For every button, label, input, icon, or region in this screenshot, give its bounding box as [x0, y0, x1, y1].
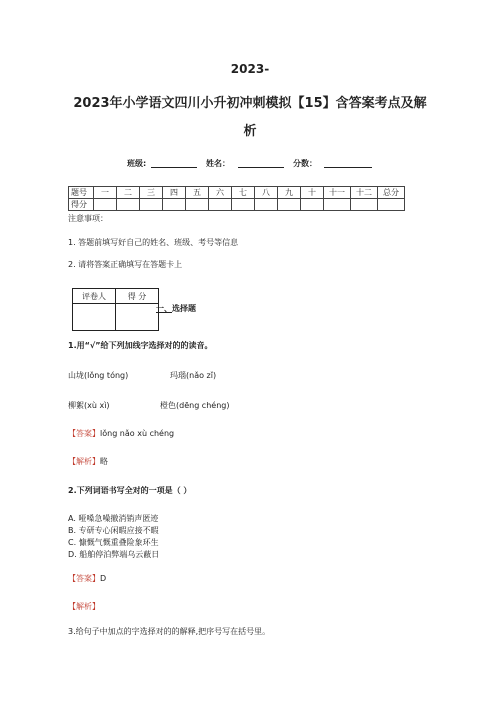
section-title: 一、选择题 — [156, 304, 196, 313]
score-table-score-row — [69, 199, 405, 211]
score-cell: 一 — [94, 187, 117, 199]
score-row-label: 得分 — [69, 199, 94, 211]
q1-item: 橙色(dēng chéng) — [160, 401, 230, 410]
grader-score-label: 得 分 — [116, 289, 159, 304]
score-entry[interactable] — [186, 199, 209, 211]
score-table-header-row — [69, 187, 405, 199]
score-entry[interactable] — [278, 199, 301, 211]
class-field[interactable] — [151, 158, 197, 168]
q1-analysis: 略 — [100, 457, 108, 466]
score-cell: 四 — [163, 187, 186, 199]
q2-option: D. 船舶停泊弊端乌云蔽日 — [68, 550, 160, 559]
exam-year: 2023- — [230, 62, 270, 76]
score-cell: 题号 — [69, 187, 94, 199]
reviewer-entry[interactable] — [73, 304, 116, 331]
q1-answer-row — [68, 428, 174, 439]
score-entry[interactable] — [232, 199, 255, 211]
notes-title: 注意事项： — [68, 214, 108, 223]
q1-answer: lǒng nǎo xù chéng — [100, 429, 175, 438]
analysis-label: 【解析】 — [68, 457, 100, 466]
q2-option: C. 慷慨气慨重叠险象环生 — [68, 538, 159, 547]
score-cell: 十二 — [351, 187, 378, 199]
score-cell: 六 — [209, 187, 232, 199]
answer-label: 【答案】 — [68, 429, 100, 438]
reviewer-label: 评卷人 — [73, 289, 116, 304]
question-2-stem: 2.下列词语书写全对的一项是（ ） — [68, 486, 192, 495]
score-cell: 十一 — [324, 187, 351, 199]
q1-analysis-row — [68, 456, 108, 467]
q1-item: 柳絮(xù xì) — [68, 401, 110, 410]
q1-item: 玛瑙(nǎo zǐ) — [170, 371, 217, 380]
score-entry[interactable] — [117, 199, 140, 211]
score-entry[interactable] — [351, 199, 378, 211]
score-entry[interactable] — [255, 199, 278, 211]
score-cell: 七 — [232, 187, 255, 199]
score-entry[interactable] — [209, 199, 232, 211]
exam-title-continued: 析 — [243, 124, 257, 139]
exam-title: 2023年小学语文四川小升初冲刺模拟【15】含答案考点及解 — [73, 96, 427, 111]
analysis-label: 【解析】 — [68, 602, 100, 611]
score-cell: 五 — [186, 187, 209, 199]
q2-option: B. 专研专心闲暇应接不暇 — [68, 526, 159, 535]
score-entry[interactable] — [301, 199, 324, 211]
score-entry[interactable] — [163, 199, 186, 211]
answer-label: 【答案】 — [68, 574, 100, 583]
score-cell: 总分 — [378, 187, 405, 199]
score-entry[interactable] — [378, 199, 405, 211]
name-label: 姓名： — [206, 159, 230, 168]
score-table — [68, 186, 405, 211]
score-cell: 三 — [140, 187, 163, 199]
score-cell: 十 — [301, 187, 324, 199]
q1-item: 山垅(lǒng tóng) — [68, 371, 129, 380]
score-cell: 八 — [255, 187, 278, 199]
question-3-stem: 3.给句子中加点的字选择对的的解释,把序号写在括号里。 — [68, 627, 271, 636]
score-field[interactable] — [324, 158, 372, 168]
q2-answer-row — [68, 573, 106, 584]
score-cell: 二 — [117, 187, 140, 199]
q2-option: A. 哑嗓急噪撤消销声匿迹 — [68, 514, 159, 523]
class-label: 班级: — [127, 159, 147, 168]
grader-score-entry[interactable] — [116, 304, 159, 331]
score-cell: 九 — [278, 187, 301, 199]
score-label: 分数： — [293, 159, 317, 168]
name-field[interactable] — [238, 158, 284, 168]
note-item: 2. 请将答案正确填写在答题卡上 — [68, 260, 183, 269]
score-entry[interactable] — [140, 199, 163, 211]
grader-box — [72, 288, 159, 331]
score-entry[interactable] — [324, 199, 351, 211]
q2-analysis-row — [68, 601, 100, 612]
note-item: 1. 答题前填写好自己的姓名、班级、考号等信息 — [68, 238, 239, 247]
question-1-stem: 1.用“√”给下列加线字选择对的的读音。 — [68, 341, 213, 350]
q2-answer: D — [100, 574, 107, 583]
score-entry[interactable] — [94, 199, 117, 211]
